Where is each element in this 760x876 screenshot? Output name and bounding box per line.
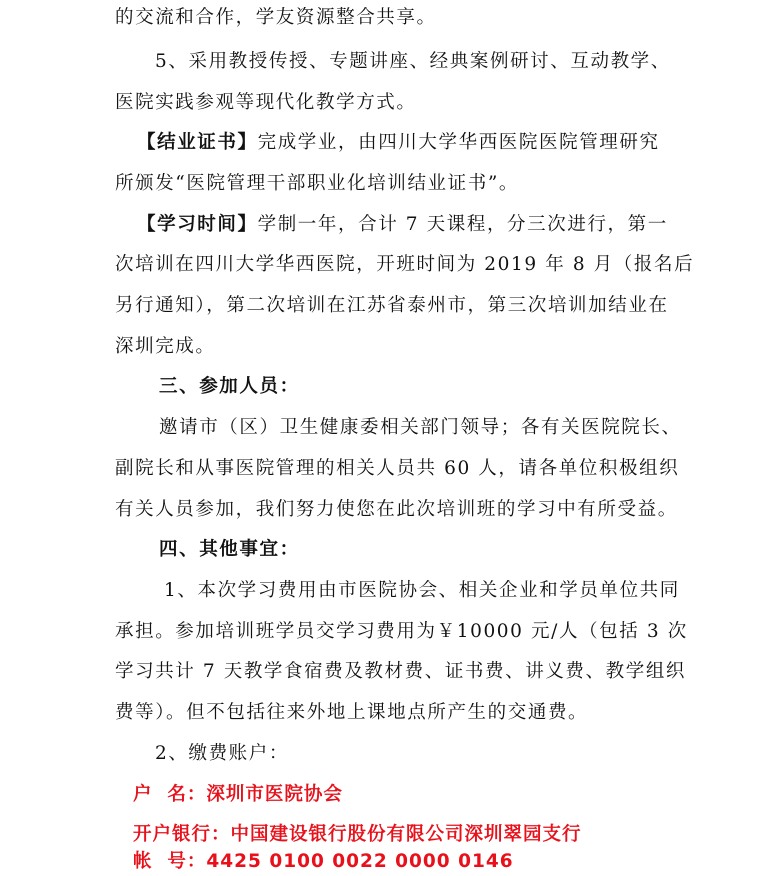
account-name-value: 深圳市医院协会 <box>206 784 343 805</box>
paragraph-line: 1、本次学习费用由市医院协会、相关企业和学员单位共同 <box>164 580 680 601</box>
paragraph-line: 5、采用教授传授、专题讲座、经典案例研讨、互动教学、 <box>155 51 671 72</box>
study-time-line <box>137 212 760 238</box>
account-bank-value: 中国建设银行股份有限公司深圳翠园支行 <box>230 824 582 845</box>
account-bank-label: 开户银行： <box>133 824 231 845</box>
section-heading-participants: 三、参加人员： <box>159 376 300 397</box>
paragraph-line: 深圳完成。 <box>115 336 216 357</box>
account-bank-line <box>133 822 760 848</box>
paragraph-line: 医院实践参观等现代化教学方式。 <box>115 92 417 113</box>
certificate-line <box>137 130 760 156</box>
account-number-label: 帐 号： <box>133 851 207 872</box>
certificate-text: 完成学业，由四川大学华西医院医院管理研究 <box>257 132 660 153</box>
paragraph-line: 学习共计 7 天教学食宿费及教材费、证书费、讲义费、教学组织 <box>115 661 687 682</box>
study-time-label: 【学习时间】 <box>137 214 258 235</box>
section-heading-other-matters: 四、其他事宜： <box>159 539 300 560</box>
paragraph-line: 次培训在四川大学华西医院，开班时间为 2019 年 8 月（报名后 <box>115 254 695 275</box>
paragraph-line: 2、缴费账户： <box>155 743 289 764</box>
account-number-line <box>133 849 760 875</box>
paragraph-line: 副院长和从事医院管理的相关人员共 60 人，请各单位积极组织 <box>115 458 680 479</box>
study-time-text: 学制一年，合计 7 天课程，分三次进行，第一 <box>257 214 668 235</box>
paragraph-line: 另行通知），第二次培训在江苏省泰州市，第三次培训加结业在 <box>115 295 669 316</box>
paragraph-line: 所颁发“医院管理干部职业化培训结业证书”。 <box>115 173 520 194</box>
paragraph-line: 邀请市（区）卫生健康委相关部门领导；各有关医院院长、 <box>159 417 682 438</box>
paragraph-line: 有关人员参加，我们努力使您在此次培训班的学习中有所受益。 <box>115 499 678 520</box>
account-number-value: 4425 0100 0022 0000 0146 <box>206 851 514 872</box>
account-name-label: 户 名： <box>133 784 207 805</box>
account-name-line <box>133 782 760 808</box>
certificate-label: 【结业证书】 <box>137 132 258 153</box>
paragraph-line: 承担。参加培训班学员交学习费用为￥10000 元/人（包括 3 次 <box>115 621 688 642</box>
paragraph-line: 的交流和合作，学友资源整合共享。 <box>115 7 437 28</box>
paragraph-line: 费等）。但不包括往来外地上课地点所产生的交通费。 <box>115 702 589 723</box>
